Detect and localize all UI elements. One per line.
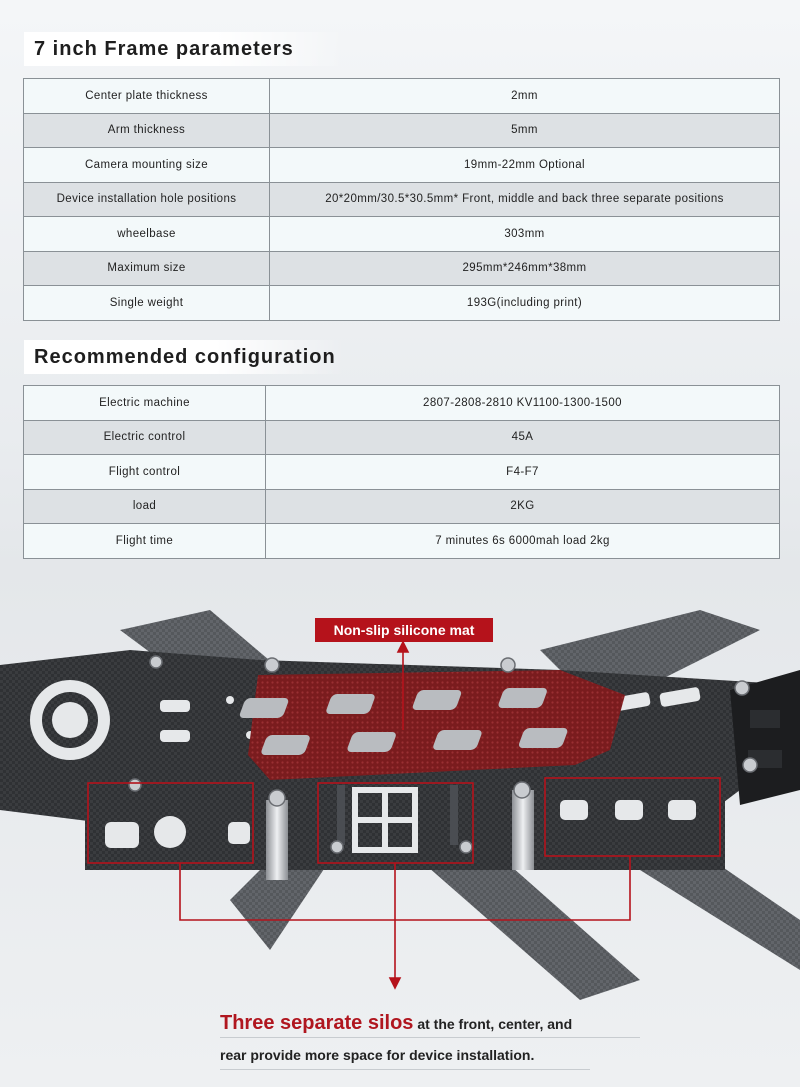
table-cell-value: 303mm bbox=[270, 217, 780, 252]
table-row bbox=[24, 217, 780, 252]
table-cell-label: Center plate thickness bbox=[24, 79, 270, 114]
drone-frame-illustration bbox=[0, 590, 800, 1010]
recommended-configuration-title: Recommended configuration bbox=[24, 340, 344, 374]
table-cell-value: 193G(including print) bbox=[270, 286, 780, 321]
table-cell-label: Camera mounting size bbox=[24, 148, 270, 183]
table-cell-label: Single weight bbox=[24, 286, 270, 321]
table-cell-value: 20*20mm/30.5*30.5mm* Front, middle and back three separate positions bbox=[270, 182, 780, 217]
table-row bbox=[24, 79, 780, 114]
table-cell-value: 295mm*246mm*38mm bbox=[270, 251, 780, 286]
table-cell-label: Device installation hole positions bbox=[24, 182, 270, 217]
table-cell-label: load bbox=[24, 489, 266, 524]
recommended-configuration-table bbox=[23, 385, 780, 559]
caption-line-2: rear provide more space for device installation. bbox=[220, 1038, 590, 1070]
table-row bbox=[24, 386, 780, 421]
table-cell-value: 7 minutes 6s 6000mah load 2kg bbox=[266, 524, 780, 559]
table-row bbox=[24, 113, 780, 148]
table-cell-value: 45A bbox=[266, 420, 780, 455]
table-cell-value: 2807-2808-2810 KV1100-1300-1500 bbox=[266, 386, 780, 421]
non-slip-mat-label: Non-slip silicone mat bbox=[315, 618, 493, 642]
frame-parameters-table bbox=[23, 78, 780, 321]
table-cell-value: 2mm bbox=[270, 79, 780, 114]
table-row bbox=[24, 455, 780, 490]
table-cell-label: Electric control bbox=[24, 420, 266, 455]
table-row bbox=[24, 148, 780, 183]
table-cell-value: 19mm-22mm Optional bbox=[270, 148, 780, 183]
silicone-mat bbox=[238, 670, 625, 780]
table-cell-label: Arm thickness bbox=[24, 113, 270, 148]
table-cell-value: 5mm bbox=[270, 113, 780, 148]
silos-caption bbox=[220, 1008, 640, 1070]
frame-parameters-title: 7 inch Frame parameters bbox=[24, 32, 344, 66]
table-cell-value: F4-F7 bbox=[266, 455, 780, 490]
table-cell-value: 2KG bbox=[266, 489, 780, 524]
table-cell-label: Electric machine bbox=[24, 386, 266, 421]
caption-rest: at the front, center, and bbox=[413, 1016, 573, 1032]
frame-product-photo bbox=[0, 590, 800, 1010]
table-cell-label: wheelbase bbox=[24, 217, 270, 252]
table-cell-label: Maximum size bbox=[24, 251, 270, 286]
table-cell-label: Flight time bbox=[24, 524, 266, 559]
table-row bbox=[24, 251, 780, 286]
caption-emphasis: Three separate silos bbox=[220, 1012, 414, 1034]
table-row bbox=[24, 286, 780, 321]
table-row bbox=[24, 524, 780, 559]
table-cell-label: Flight control bbox=[24, 455, 266, 490]
table-row bbox=[24, 182, 780, 217]
table-row bbox=[24, 420, 780, 455]
caption-line-1 bbox=[220, 1008, 640, 1038]
table-row bbox=[24, 489, 780, 524]
